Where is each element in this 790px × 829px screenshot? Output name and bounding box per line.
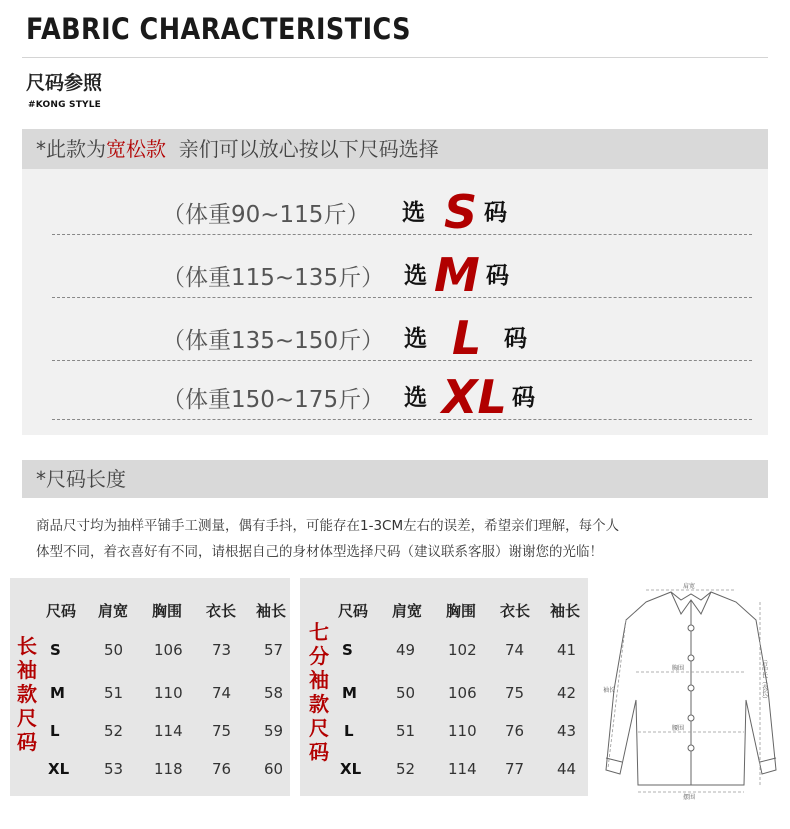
size-unit: 码 — [504, 326, 527, 352]
table-cell: 59 — [264, 722, 284, 740]
table-cell: L — [344, 722, 354, 740]
table-cell: XL — [48, 760, 70, 778]
column-header: 肩宽 — [392, 602, 423, 620]
table-cell: M — [342, 684, 357, 702]
table-cell: 44 — [557, 760, 577, 778]
table-cell: 53 — [104, 760, 124, 778]
waist-label: 腰围 — [672, 725, 685, 732]
note-line: 商品尺寸均为抽样平铺手工测量，偶有手抖，可能存在1-3CM左右的误差，希望亲们理解，每个人 — [36, 518, 620, 534]
table-cell: S — [342, 641, 353, 659]
chest-label: 胸围 — [672, 665, 685, 672]
table-cell: 58 — [264, 684, 284, 702]
size-unit: 码 — [484, 200, 507, 226]
table-cell: 52 — [104, 722, 124, 740]
weight-range: （体重150~175斤） — [162, 387, 385, 413]
column-header: 尺码 — [338, 602, 369, 620]
size-guide-row — [22, 358, 752, 424]
hem-label: 摆围 — [683, 794, 696, 800]
column-header: 衣长 — [206, 602, 237, 620]
table-cell: XL — [340, 760, 362, 778]
shoulder-label: 肩宽 — [683, 583, 696, 590]
column-header: 尺码 — [46, 602, 77, 620]
fit-notice-suffix: 亲们可以放心按以下尺码选择 — [166, 137, 439, 161]
table-cell: 49 — [396, 641, 416, 659]
sleeve-label: 袖长 — [603, 687, 616, 694]
table-cell: 51 — [396, 722, 416, 740]
size-guide-row — [22, 299, 752, 365]
table-cell: 106 — [448, 684, 477, 702]
choose-label: 选 — [404, 326, 427, 352]
column-header: 衣长 — [500, 602, 531, 620]
table-cell: 77 — [505, 760, 525, 778]
long-sleeve-size-table — [10, 578, 290, 796]
table-cell: 52 — [396, 760, 416, 778]
table-cell: 76 — [505, 722, 525, 740]
table-cell: 73 — [212, 641, 232, 659]
table-cell: 106 — [154, 641, 183, 659]
weight-range: （体重135~150斤） — [162, 328, 385, 354]
table-cell: 102 — [448, 641, 477, 659]
table-cell: 50 — [396, 684, 416, 702]
measurement-note — [36, 513, 766, 565]
table-cell: 110 — [448, 722, 477, 740]
fit-notice-bar — [22, 129, 768, 169]
table-cell: 50 — [104, 641, 124, 659]
table-cell: 114 — [448, 760, 477, 778]
table-cell: 43 — [557, 722, 577, 740]
length-label: 后中长（衣长） — [760, 660, 768, 702]
fit-notice-highlight: 宽松款 — [106, 137, 166, 161]
size-guide-row — [22, 173, 752, 239]
size-letter: S — [444, 185, 478, 239]
column-header: 肩宽 — [98, 602, 129, 620]
column-header: 胸围 — [152, 602, 183, 620]
table-cell: L — [50, 722, 60, 740]
table-cell: M — [50, 684, 65, 702]
length-section-bar: *尺码长度 — [22, 460, 768, 498]
table-cell: 60 — [264, 760, 284, 778]
table-cell: 114 — [154, 722, 183, 740]
table-vertical-label: 长 袖 款 尺 码 — [17, 634, 37, 754]
table-vertical-label: 七 分 袖 款 尺 码 — [309, 620, 329, 764]
size-unit: 码 — [512, 385, 535, 411]
table-cell: 42 — [557, 684, 577, 702]
table-cell: 41 — [557, 641, 577, 659]
title-divider — [22, 57, 768, 58]
row-divider — [52, 297, 752, 298]
column-header: 袖长 — [256, 602, 287, 620]
shirt-measurement-diagram — [596, 580, 786, 800]
brand-tag: #KONG STYLE — [28, 100, 102, 110]
section-subtitle: 尺码参照 — [26, 72, 103, 94]
note-line: 体型不同，着衣喜好有不同，请根据自己的身材体型选择尺码（建议联系客服）谢谢您的光临！ — [36, 544, 603, 560]
choose-label: 选 — [404, 263, 427, 289]
table-cell: 75 — [505, 684, 525, 702]
fit-notice-prefix: *此款为 — [36, 137, 106, 161]
size-letter: M — [434, 248, 480, 302]
weight-range: （体重115~135斤） — [162, 265, 385, 291]
table-cell: 74 — [212, 684, 232, 702]
table-cell: 57 — [264, 641, 284, 659]
size-guide-row — [22, 236, 752, 302]
table-cell: 76 — [212, 760, 232, 778]
row-divider — [52, 234, 752, 235]
choose-label: 选 — [402, 200, 425, 226]
column-header: 胸围 — [446, 602, 477, 620]
table-cell: 74 — [505, 641, 525, 659]
table-cell: 118 — [154, 760, 183, 778]
table-cell: S — [50, 641, 61, 659]
table-cell: 75 — [212, 722, 232, 740]
table-cell: 51 — [104, 684, 124, 702]
three-quarter-sleeve-size-table — [300, 578, 588, 796]
column-header: 袖长 — [550, 602, 581, 620]
page-title: FABRIC CHARACTERISTICS — [26, 12, 411, 46]
choose-label: 选 — [404, 385, 427, 411]
size-letter: XL — [442, 370, 507, 424]
weight-range: （体重90~115斤） — [162, 202, 370, 228]
table-cell: 110 — [154, 684, 183, 702]
row-divider — [52, 419, 752, 420]
size-letter: L — [452, 311, 482, 365]
size-unit: 码 — [486, 263, 509, 289]
